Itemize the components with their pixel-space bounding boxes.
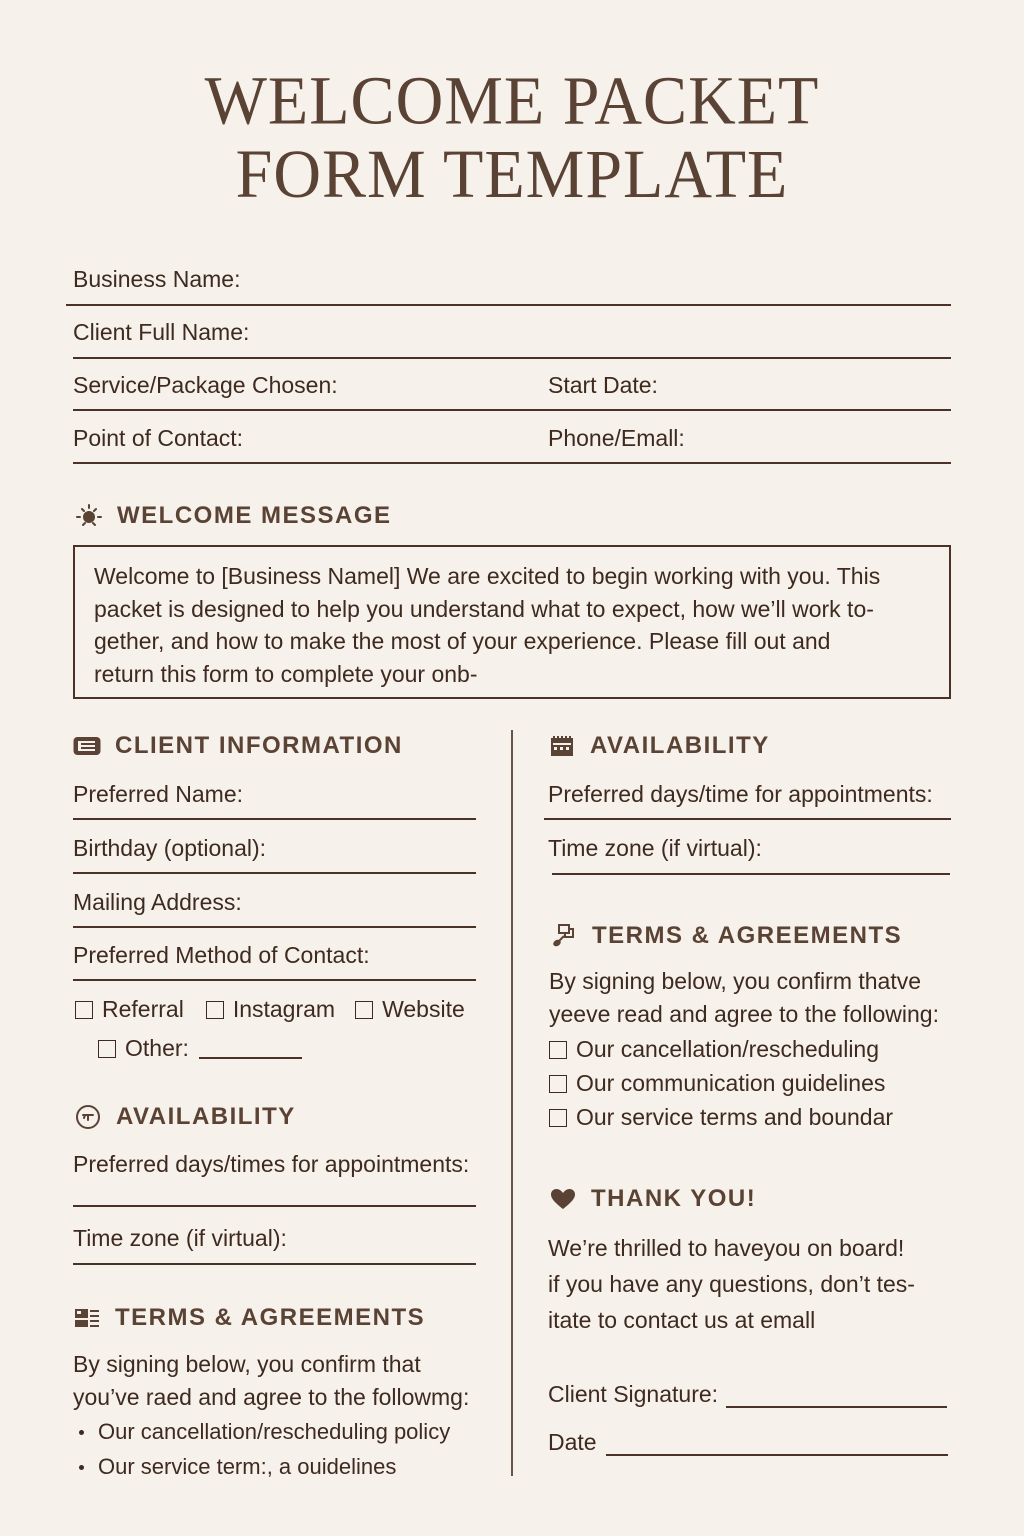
time-zone-right-label: Time zone (if virtual): [548,835,762,861]
welcome-message-box [73,545,951,699]
checkbox-box[interactable] [549,1075,567,1093]
website-label: Website [382,996,465,1022]
terms-left-intro-line: you’ve raed and agree to the followmg: [73,1384,470,1410]
page-title [0,62,1024,213]
thank-you-line: itate to contact us at emall [548,1307,816,1333]
phone-email-label: Phone/Emall: [548,425,685,451]
terms-right-check-label: Our service terms and boundar [576,1104,894,1130]
bullet-icon [79,1465,84,1470]
preferred-name-input-line[interactable] [73,818,476,820]
terms-right-check-item[interactable] [549,1036,879,1063]
preferred-contact-input-line[interactable] [73,979,476,981]
terms-right-intro-line: yeeve read and agree to the following: [549,1001,939,1027]
service-start-input-line[interactable] [73,409,951,411]
client-full-name-input-line[interactable] [73,357,951,359]
instagram-checkbox[interactable] [206,996,335,1023]
referral-label: Referral [102,996,184,1022]
preferred-days-times-label: Preferred days/times for appointments: [73,1151,470,1177]
other-label: Other: [125,1035,189,1061]
id-card-icon [73,733,101,759]
birthday-label: Birthday (optional): [73,835,267,861]
terms-right-check-item[interactable] [549,1070,885,1097]
instagram-label: Instagram [232,996,336,1022]
title-line-1: WELCOME PACKET [204,62,820,140]
terms-left-bullet-text: Our service term:, a ouidelines [98,1454,397,1479]
other-checkbox[interactable] [98,1035,189,1062]
client-signature-input-line[interactable] [726,1388,947,1408]
availability-right-heading [548,732,770,760]
preferred-days-time-input-line[interactable] [544,818,951,820]
welcome-message-line: gether, and how to make the most of your experience. Please fill out and [94,628,831,654]
pen-document-icon [550,923,578,949]
thank-you-line: if you have any questions, don’t tes- [548,1271,915,1297]
welcome-message-line: packet is designed to help you understand what to expect, how we’ll work to- [94,595,874,622]
time-zone-left-input-line[interactable] [73,1263,476,1265]
availability-left-heading-text: AVAILABILITY [116,1103,296,1130]
thank-you-heading-text: THANK YOU! [591,1185,757,1212]
checkbox-box[interactable] [75,1001,93,1019]
service-package-label: Service/Package Chosen: [73,372,338,398]
client-full-name-label: Client Full Name: [73,319,250,345]
availability-left-heading [74,1103,296,1131]
terms-left-bullet [79,1454,396,1480]
business-name-input-line[interactable] [66,304,951,306]
referral-checkbox[interactable] [75,996,184,1023]
welcome-message-heading-text: WELCOME MESSAGE [117,502,392,529]
thank-you-line: We’re thrilled to haveyou on board! [548,1235,905,1261]
document-list-icon [73,1305,101,1331]
business-name-label: Business Name: [73,266,241,292]
date-row [548,1429,948,1456]
terms-right-heading [550,922,902,950]
client-signature-row [548,1381,947,1408]
checkbox-box[interactable] [206,1001,224,1019]
welcome-message-line: return this form to complete your onb- [94,660,478,687]
calendar-icon [548,733,576,759]
terms-right-intro-line: By signing below, you confirm thatve [549,968,922,994]
column-divider [511,730,513,1476]
thank-you-message [548,1230,915,1338]
preferred-days-time-label: Preferred days/time for appointments: [548,781,933,807]
contact-phone-input-line[interactable] [73,462,951,464]
clock-badge-icon [74,1104,102,1130]
preferred-days-times-input-line[interactable] [73,1205,476,1207]
client-signature-label: Client Signature: [548,1381,719,1407]
terms-left-heading [73,1304,425,1332]
contact-options-row [75,996,465,1023]
checkbox-box[interactable] [355,1001,373,1019]
time-zone-right-input-line[interactable] [552,873,950,875]
preferred-contact-label: Preferred Method of Contact: [73,942,370,968]
thank-you-heading [549,1185,756,1213]
preferred-name-label: Preferred Name: [73,781,244,807]
checkbox-box[interactable] [98,1040,116,1058]
terms-left-intro [73,1348,469,1414]
birthday-input-line[interactable] [73,872,476,874]
date-label: Date [548,1429,597,1455]
title-line-2: FORM TEMPLATE [235,135,789,213]
time-zone-left-label: Time zone (if virtual): [73,1225,287,1251]
terms-right-check-item[interactable] [549,1104,893,1131]
availability-right-heading-text: AVAILABILITY [590,732,770,759]
terms-left-intro-line: By signing below, you confirm that [73,1351,421,1377]
checkbox-box[interactable] [549,1109,567,1127]
other-input-line[interactable] [199,1039,302,1059]
terms-right-check-label: Our cancellation/rescheduling [576,1036,880,1062]
sun-icon [75,503,103,529]
terms-left-bullet-text: Our cancellation/rescheduling policy [98,1419,451,1444]
terms-left-bullet [79,1419,450,1445]
mailing-address-input-line[interactable] [73,926,476,928]
terms-right-intro [549,965,939,1031]
welcome-message-line: Welcome to [Business Namel] We are excited to begin working with you. This [94,563,881,589]
date-input-line[interactable] [606,1436,948,1456]
point-of-contact-label: Point of Contact: [73,425,244,451]
terms-right-heading-text: TERMS & AGREEMENTS [592,922,903,949]
welcome-message-heading [75,502,392,530]
website-checkbox[interactable] [355,996,465,1023]
bullet-icon [79,1430,84,1435]
mailing-address-label: Mailing Address: [73,889,242,915]
checkbox-box[interactable] [549,1041,567,1059]
other-option-row [98,1035,302,1062]
heart-icon [549,1186,577,1212]
terms-left-heading-text: TERMS & AGREEMENTS [115,1304,426,1331]
client-information-heading [73,732,403,760]
client-information-heading-text: CLIENT INFORMATION [115,732,403,759]
terms-right-check-label: Our communication guidelines [576,1070,886,1096]
start-date-label: Start Date: [548,372,658,398]
